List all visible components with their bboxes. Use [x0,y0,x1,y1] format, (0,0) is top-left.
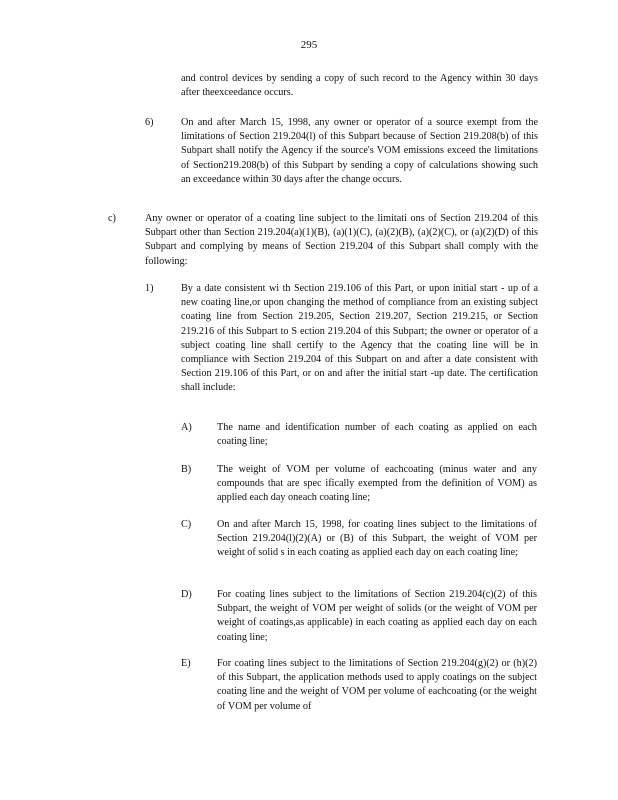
subitem-d-marker: D) [181,589,192,600]
subitem-d-paragraph: For coating lines subject to the limitations of Section 219.204(c)(2) of this Subpart, the weight of VOM per weight of solids (or the weight of VOM per weight of coatings,as applicable) in each coating as applied each day on each coating line; [217,589,537,643]
subitem-a-marker: A) [181,422,192,433]
subitem-e-paragraph: For coating lines subject to the limitations of Section 219.204(g)(2) or (h)(2) of this Subpart, the application methods used to apply coatings on the subject coating line and the weight of VOM per volume of eachcoating (or the weight of VOM per volume of [217,658,537,712]
continuation-paragraph: and control devices by sending a copy of such record to the Agency within 30 days after theexceedance occurs. [181,73,538,99]
subitem-b-paragraph: The weight of VOM per volume of eachcoating (minus water and any compounds that are spec ifically exempted from the definition of VOM) as applied each day oneach coating line; [217,464,537,504]
subitem-c-marker: C) [181,519,192,530]
item-1-marker: 1) [145,283,154,294]
item-c-marker: c) [108,213,116,224]
item-1-paragraph: By a date consistent wi th Section 219.106 of this Part, or upon initial start - up of a new coating line,or upon changing the method of compliance from an existing subject coating line from Section 219.205, Section 219.207, Section 219.215, or Section 219.216 of this Subpart to S ection 219.204 of this Subpart; the owner or operator of a subject coating line shall certify to the Agency that the coating line will be in compliance with Section 219.204 of this Subpart on and after a date consistent with Section 219.106 of this Part, or on and after the initial start -up date. The certification shall include: [181,283,538,394]
item-c-paragraph: Any owner or operator of a coating line subject to the limitati ons of Section 219.204 of this Subpart other than Section 219.204(a)(1)(B), (a)(1)(C), (a)(2)(B), (a)(2)(C), or (a)(2)(D) of this Subpart and complying by means of Section 219.204 of this Subpart shall comply with the following: [145,213,538,267]
subitem-c-paragraph: On and after March 15, 1998, for coating lines subject to the limitations of Section 219.204(l)(2)(A) or (B) of this Subpart, the weight of VOM per weight of solid s in each coating as applied each day on each coating line; [217,519,537,559]
page-number: 295 [300,39,318,51]
subitem-b-marker: B) [181,464,192,475]
subitem-e-marker: E) [181,658,191,669]
subitem-a-paragraph: The name and identification number of each coating as applied on each coating line; [217,422,537,448]
item-6-paragraph: On and after March 15, 1998, any owner or operator of a source exempt from the limitations of Section 219.204(l) of this Subpart because of Section 219.208(b) of this Subpart shall notify the Agency if the source's VOM emissions exceed the limitations of Section219.208(b) of this Subpart by sending a copy of calculations showing such an exceedance within 30 days after the change occurs. [181,117,538,185]
item-6-marker: 6) [145,117,154,128]
